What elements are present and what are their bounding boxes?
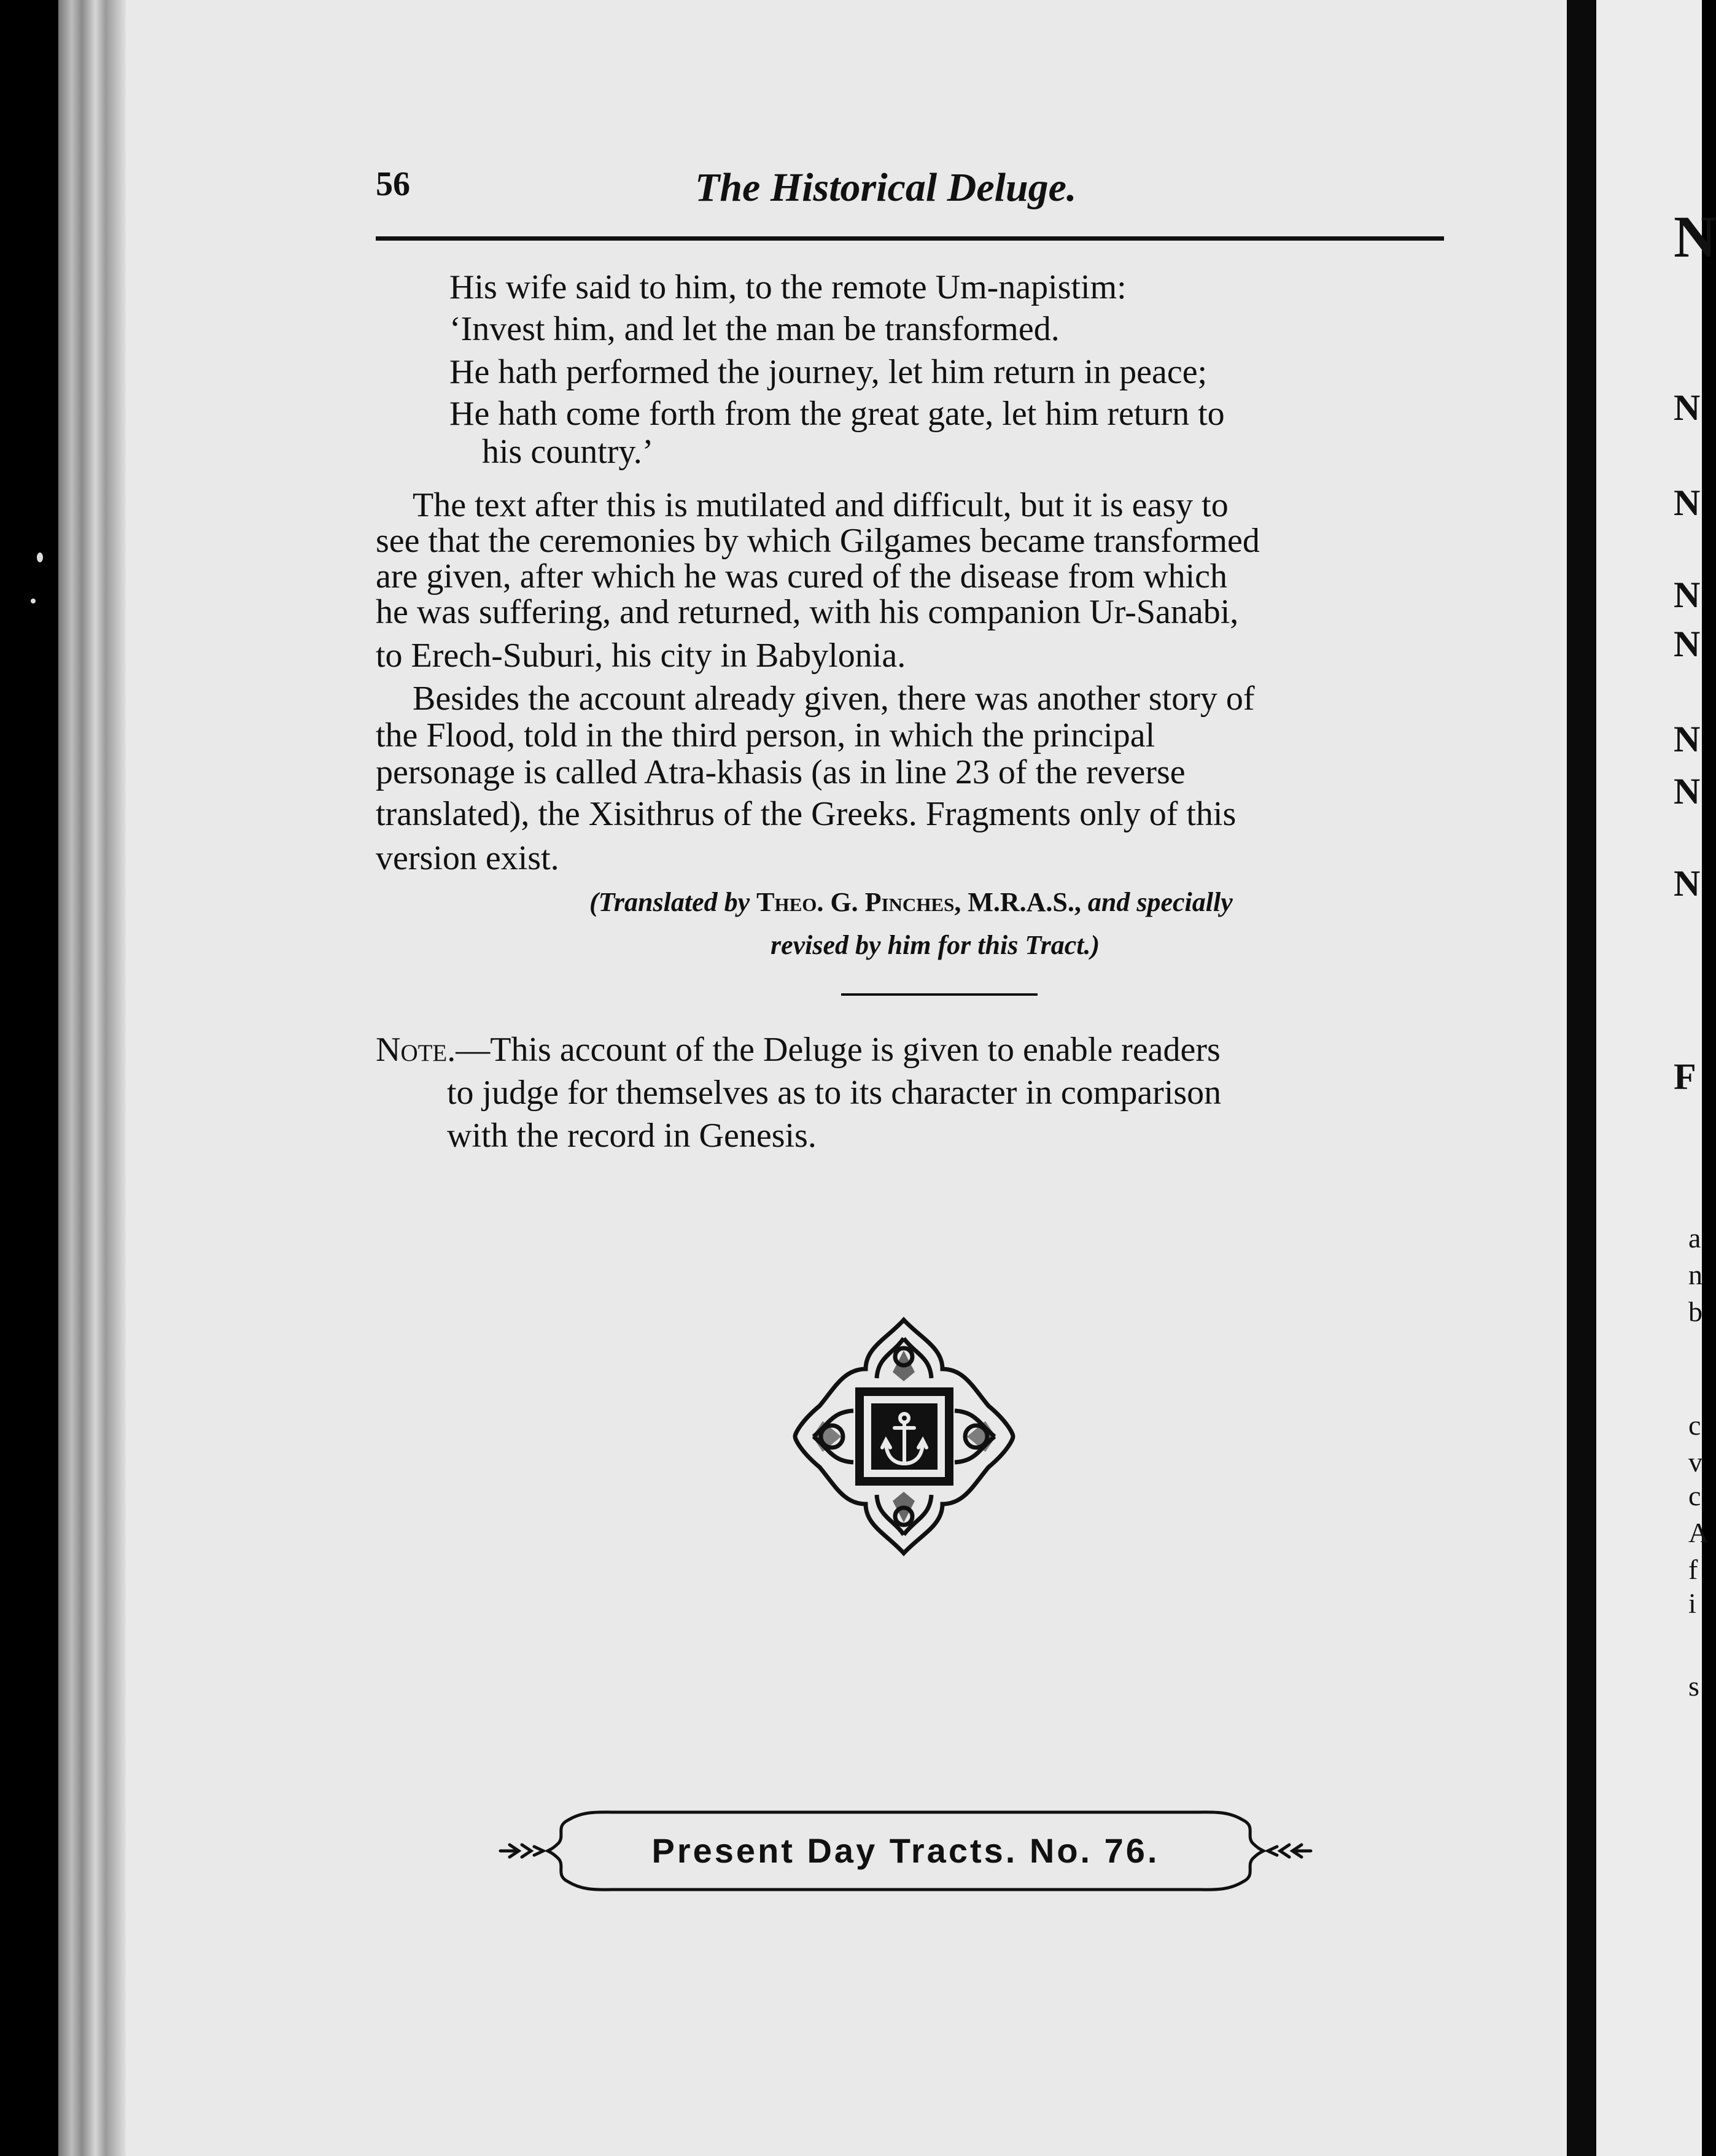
paragraph-line: The text after this is mutilated and difficult, but it is easy to [413,486,1229,524]
paragraph-line: to Erech-Suburi, his city in Babylonia. [376,637,906,675]
paragraph-line: are given, after which he was cured of the disease from which [376,557,1227,595]
paragraph-line: personage is called Atra-khasis (as in line 23 of the reverse [376,753,1186,791]
facing-page-letter: a [1688,1222,1701,1254]
series-footer [497,1799,1314,1897]
translator-credit [589,889,1233,916]
verse-line: He hath performed the journey, let him return in peace; [449,353,1208,391]
note-line [376,1033,1221,1067]
credit-suffix: and specially [1087,887,1233,917]
paragraph-line: he was suffering, and returned, with his companion Ur-Sanabi, [376,593,1239,631]
header-rule [376,236,1444,241]
paper-speck [31,599,36,603]
translator-name: Theo. G. Pinches, M.R.A.S., [756,887,1081,917]
facing-page-fragment [1596,0,1716,2156]
facing-page-letter: A [1688,1517,1709,1548]
note-text: —This account of the Deluge is given to enable readers [456,1031,1221,1069]
verse-line: His wife said to him, to the remote Um-napistim: [449,268,1127,306]
facing-page-letter: N [1674,575,1701,615]
paragraph-line: see that the ceremonies by which Gilgames became transformed [376,522,1260,560]
facing-page-letter: f [1688,1554,1698,1585]
note-line: to judge for themselves as to its character in comparison [447,1074,1222,1112]
facing-page-letter: s [1688,1670,1699,1702]
page-number: 56 [376,165,410,203]
page-edges [58,0,126,2156]
paragraph-line: translated), the Xisithrus of the Greeks. Fragments only of this [376,795,1237,833]
verse-line: He hath come forth from the great gate, let him return to [449,395,1225,433]
facing-page-letter: N [1674,719,1701,759]
facing-page-letter: N [1674,483,1701,523]
running-title: The Historical Deluge. [695,165,1077,210]
facing-page-letter: N [1674,771,1701,812]
paragraph-line: the Flood, told in the third person, in which the principal [376,716,1155,754]
book-gutter [1567,0,1596,2156]
verse-line: his country.’ [482,433,654,471]
facing-page-letter: b [1688,1296,1702,1327]
paragraph-line: Besides the account already given, there was another story of [413,680,1255,718]
facing-page-letter: N [1674,863,1701,904]
facing-page-letter: c [1688,1480,1701,1511]
facing-page-letter: F [1674,1057,1696,1097]
paper-speck [37,553,43,562]
section-divider [841,993,1038,996]
note-line: with the record in Genesis. [447,1117,817,1155]
series-label: Present Day Tracts. No. 76. [651,1831,1160,1870]
anchor-emblem-icon [789,1314,1019,1559]
credit-prefix: (Translated by [589,887,750,917]
verse-line: ‘Invest him, and let the man be transformed. [449,310,1060,348]
facing-page-letter: N [1674,624,1701,664]
facing-page-letter: n [1688,1259,1702,1290]
facing-page-letter: N [1674,387,1701,428]
facing-page-letter: i [1688,1588,1696,1619]
running-head [376,165,1444,220]
translator-credit-line2: revised by him for this Tract.) [771,930,1100,960]
facing-page-letter: c [1688,1410,1701,1441]
facing-page-initial: N [1674,204,1716,270]
facing-page-letter: v [1688,1446,1702,1478]
note-label: Note. [376,1031,456,1069]
paragraph-line: version exist. [376,839,559,877]
